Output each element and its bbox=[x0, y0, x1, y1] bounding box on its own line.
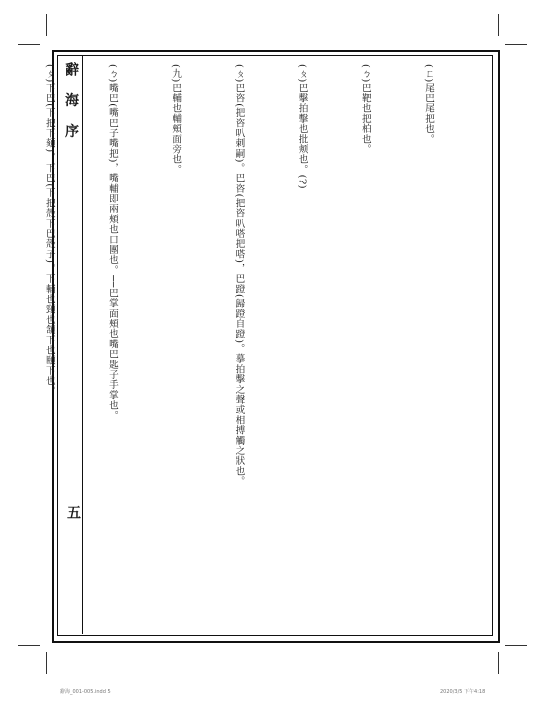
text-column: (ㄆ)巴擊拍擊也批颊也。(?) bbox=[296, 64, 308, 190]
crop-mark-br-v bbox=[498, 652, 499, 674]
text-column: (ㄈ)尾巴尾把也。 bbox=[423, 64, 434, 145]
crop-mark-tl-v bbox=[46, 14, 47, 36]
crop-mark-tr-v bbox=[498, 14, 499, 36]
text-column: (ㄅ)巴靶也把柏也。 bbox=[359, 64, 371, 155]
print-info-right: 2020/3/5 下午4:18 bbox=[440, 689, 486, 695]
crop-mark-br-h bbox=[505, 645, 527, 646]
text-column: (ㄆ)巴咨(把咨叭刺嗣)。巴咨(把咨叭嗒把嗒)，巴蹬(歸蹬自蹬)。摹拍擊之聲或相搏觸之狀也。 bbox=[233, 64, 245, 487]
running-head: 辭 海 序 bbox=[63, 62, 79, 144]
crop-mark-tr-h bbox=[505, 44, 527, 45]
page-number: 五 bbox=[65, 505, 81, 525]
crop-mark-tl-h bbox=[18, 44, 40, 45]
crop-mark-bl-h bbox=[18, 645, 40, 646]
crop-mark-bl-v bbox=[46, 652, 47, 674]
text-column: (ㄅ)嘴巴(嘴巴子嘴把)，嘴輔即兩頰也口團也。──巴掌面頰也嘴巴匙子手掌也。 bbox=[106, 64, 118, 421]
text-column: (九)巴輔也輔頰面旁也。 bbox=[170, 64, 182, 175]
text-column bbox=[0, 64, 42, 624]
text-column: (ㄆ)下巴(下把下頦)，下巴(下把殼下巴殼子)。下輔也頸也頷下也頤下也。 bbox=[43, 64, 55, 397]
print-info-left: 辭海_001-005.indd 5 bbox=[60, 689, 111, 695]
